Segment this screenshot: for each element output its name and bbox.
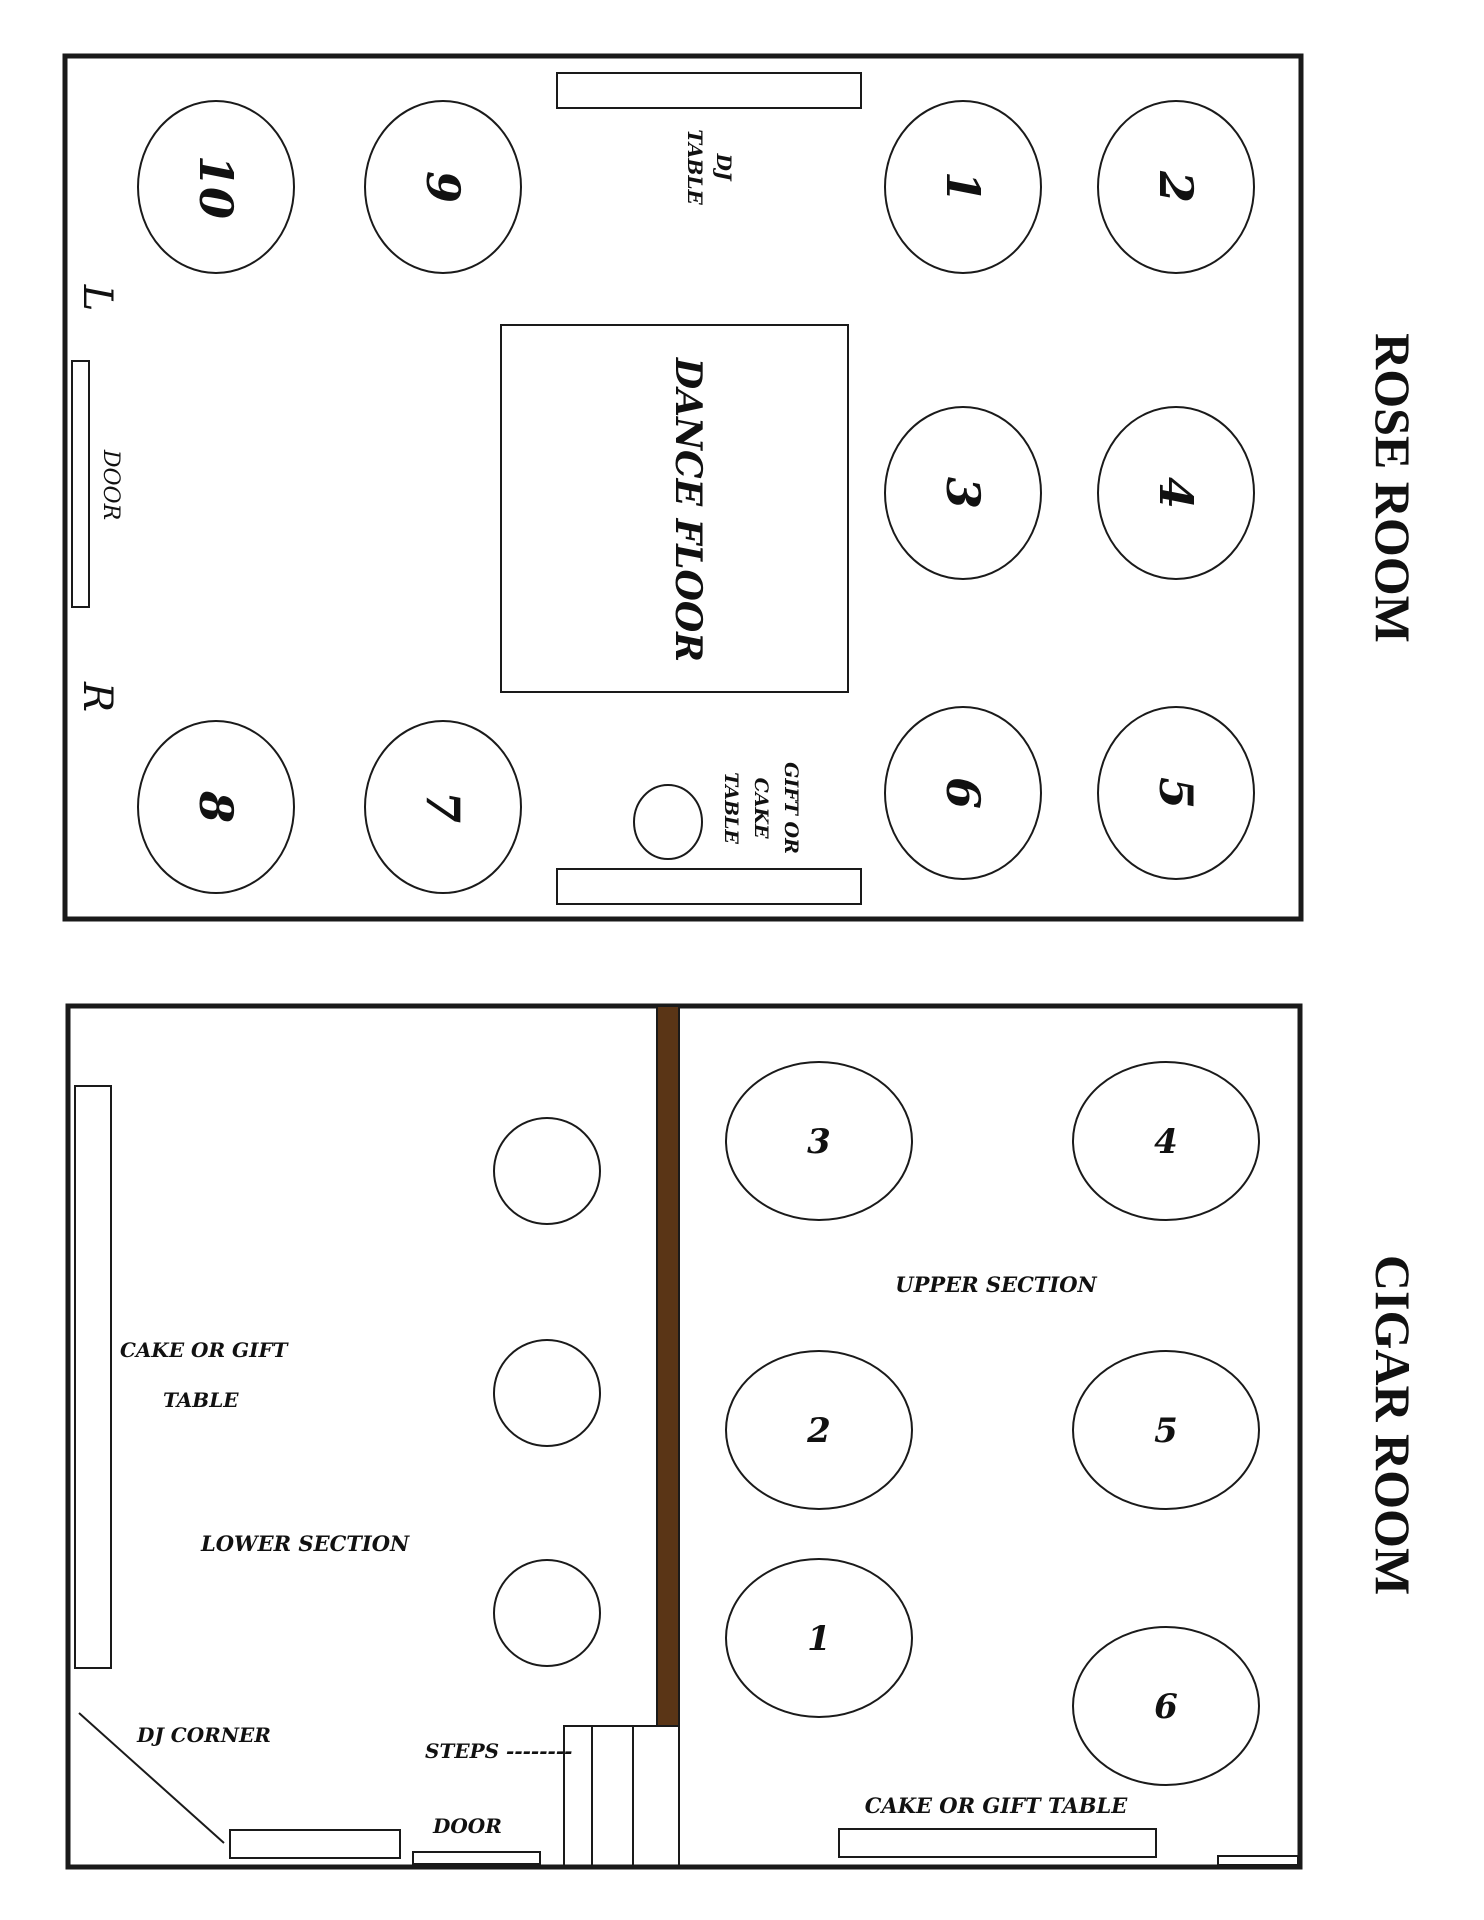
rose-gift-label-line3: TABLE: [720, 772, 742, 844]
cigar-room: [68, 1006, 1421, 1867]
cigar-dj-corner-label: DJ CORNER: [137, 1723, 271, 1747]
rose-table-1[interactable]: [885, 101, 1041, 273]
rose-table-8[interactable]: [138, 721, 294, 893]
rose-gift-table: [557, 869, 861, 904]
cigar-table-5-number: 5: [1154, 1411, 1178, 1451]
rose-cake-stand: [634, 785, 702, 859]
cigar-steps-label: STEPS --------: [425, 1739, 573, 1763]
rose-dj-table: [557, 73, 861, 108]
rose-table-10[interactable]: [138, 101, 294, 273]
rose-room: [65, 56, 1421, 919]
cigar-table-1-number: 1: [807, 1619, 831, 1659]
rose-table-5-number: 5: [1149, 776, 1203, 810]
rose-room-title: ROSE ROOM: [1365, 333, 1421, 643]
rose-table-4-number: 4: [1149, 476, 1203, 510]
rose-table-1-number: 1: [936, 170, 990, 204]
cigar-door-label: DOOR: [433, 1814, 502, 1838]
cigar-table-6-number: 6: [1154, 1687, 1178, 1727]
rose-door[interactable]: [72, 361, 89, 607]
cigar-lower-table-bottom[interactable]: [494, 1560, 600, 1666]
rose-table-6-number: 6: [936, 776, 990, 810]
cigar-table-2[interactable]: [726, 1351, 912, 1509]
rose-table-3[interactable]: [885, 407, 1041, 579]
cigar-room-title: CIGAR ROOM: [1365, 1254, 1421, 1596]
rose-table-9[interactable]: [365, 101, 521, 273]
cigar-lower-table-top[interactable]: [494, 1118, 600, 1224]
rose-table-5[interactable]: [1098, 707, 1254, 879]
rose-table-9-number: 9: [416, 170, 470, 204]
cigar-left-cake-gift-label-line1: CAKE OR GIFT: [120, 1338, 288, 1362]
rose-dj-table-label-line1: DJ: [712, 153, 736, 181]
rose-gift-label-line1: GIFT OR: [780, 762, 802, 854]
cigar-corner-fixture: [1218, 1856, 1298, 1865]
rose-right-marker: R: [74, 681, 120, 713]
cigar-table-2-number: 2: [807, 1411, 831, 1451]
rose-table-10-number: 10: [189, 154, 243, 220]
cigar-table-5[interactable]: [1073, 1351, 1259, 1509]
cigar-lower-table-middle[interactable]: [494, 1340, 600, 1446]
cigar-door[interactable]: [413, 1852, 540, 1864]
rose-table-7[interactable]: [365, 721, 521, 893]
cigar-lower-section-label: LOWER SECTION: [201, 1531, 410, 1556]
cigar-bottom-cake-gift-table: [839, 1829, 1156, 1857]
rose-table-8-number: 8: [189, 790, 243, 824]
rose-left-marker: L: [74, 284, 120, 312]
cigar-dj-table: [230, 1830, 400, 1858]
cigar-table-6[interactable]: [1073, 1627, 1259, 1785]
rose-gift-label-line2: CAKE: [750, 777, 772, 839]
cigar-divider-wall: [657, 1006, 679, 1726]
rose-table-4[interactable]: [1098, 407, 1254, 579]
cigar-upper-section-label: UPPER SECTION: [895, 1272, 1097, 1297]
rose-table-3-number: 3: [936, 476, 990, 510]
cigar-table-1[interactable]: [726, 1559, 912, 1717]
cigar-steps[interactable]: [564, 1726, 679, 1867]
rose-table-7-number: 7: [416, 790, 470, 824]
rose-dance-floor-label: DANCE FLOOR: [667, 357, 709, 663]
cigar-left-cake-gift-label-line2: TABLE: [163, 1388, 239, 1412]
rose-door-label: DOOR: [98, 449, 123, 521]
cigar-table-4[interactable]: [1073, 1062, 1259, 1220]
cigar-table-3-number: 3: [807, 1122, 831, 1162]
cigar-bottom-cake-gift-label: CAKE OR GIFT TABLE: [864, 1793, 1128, 1818]
rose-table-6[interactable]: [885, 707, 1041, 879]
rose-dj-table-label-line2: TABLE: [683, 129, 707, 205]
cigar-table-4-number: 4: [1154, 1122, 1178, 1162]
rose-table-2-number: 2: [1149, 170, 1203, 204]
cigar-table-3[interactable]: [726, 1062, 912, 1220]
cigar-left-cake-gift-table: [75, 1086, 111, 1668]
rose-table-2[interactable]: [1098, 101, 1254, 273]
